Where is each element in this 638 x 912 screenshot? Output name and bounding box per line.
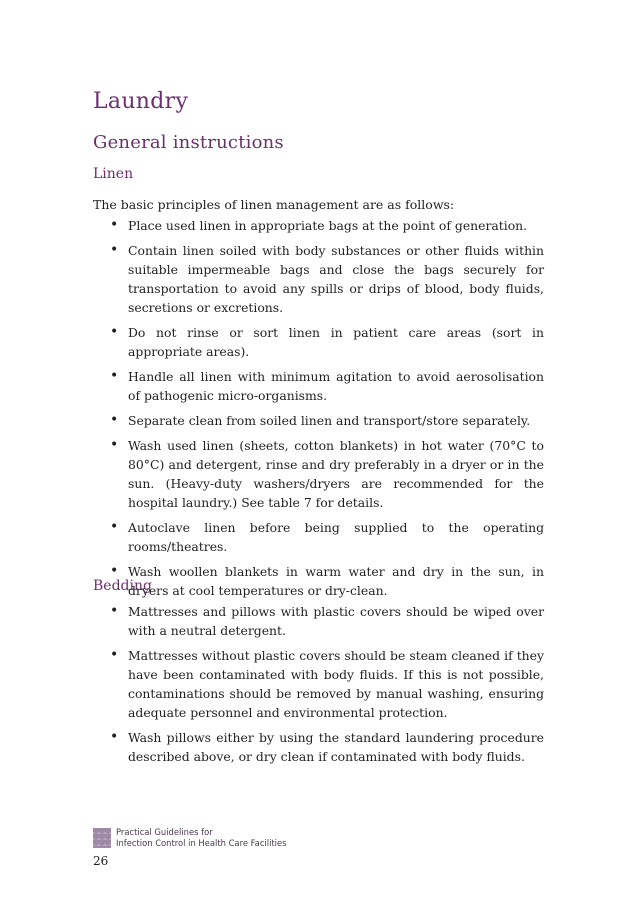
list-item: • Place used linen in appropriate bags at the point of generation.	[110, 216, 544, 235]
bedding-bullet-list	[110, 602, 544, 772]
list-item: • Do not rinse or sort linen in patient care areas (sort in appropriate areas).	[110, 323, 544, 361]
page-title: Laundry	[93, 89, 189, 114]
list-item: • Wash pillows either by using the standard laundering procedure described above, or dry clean if contaminated with body fluids.	[110, 728, 544, 766]
list-item: • Mattresses and pillows with plastic covers should be wiped over with a neutral detergent.	[110, 602, 544, 640]
footer-line-2: Infection Control in Health Care Facilities	[116, 838, 287, 848]
list-item: • Separate clean from soiled linen and transport/store separately.	[110, 411, 544, 430]
section-title: General instructions	[93, 132, 284, 153]
footer-line-1: Practical Guidelines for	[116, 827, 213, 837]
book-logo-icon	[93, 828, 111, 848]
footer-publication-title	[116, 827, 287, 849]
linen-bullet-list	[110, 216, 544, 606]
linen-intro: The basic principles of linen management are as follows:	[93, 197, 455, 212]
list-item: • Wash woollen blankets in warm water and dry in the sun, in dryers at cool temperatures or dry-clean.	[110, 562, 544, 600]
list-item: • Autoclave linen before being supplied to the operating rooms/theatres.	[110, 518, 544, 556]
page-number: 26	[93, 854, 109, 868]
list-item: • Wash used linen (sheets, cotton blankets) in hot water (70°C to 80°C) and detergent, rinse and dry preferably in a dryer or in the sun. (Heavy-duty washers/dryers are recommended for the hospital laundry.) See table 7 for details.	[110, 436, 544, 512]
subsection-heading-bedding: Bedding	[93, 578, 152, 594]
list-item: • Mattresses without plastic covers should be steam cleaned if they have been contaminated with body fluids. If this is not possible, contaminations should be removed by manual washing, ensuring adequate personnel and environmental protection.	[110, 646, 544, 722]
list-item: • Contain linen soiled with body substances or other fluids within suitable impermeable bags and close the bags securely for transportation to avoid any spills or drips of blood, body fluids, secretions or excretions.	[110, 241, 544, 317]
subsection-heading-linen: Linen	[93, 166, 134, 182]
list-item: • Handle all linen with minimum agitation to avoid aerosolisation of pathogenic micro-organisms.	[110, 367, 544, 405]
